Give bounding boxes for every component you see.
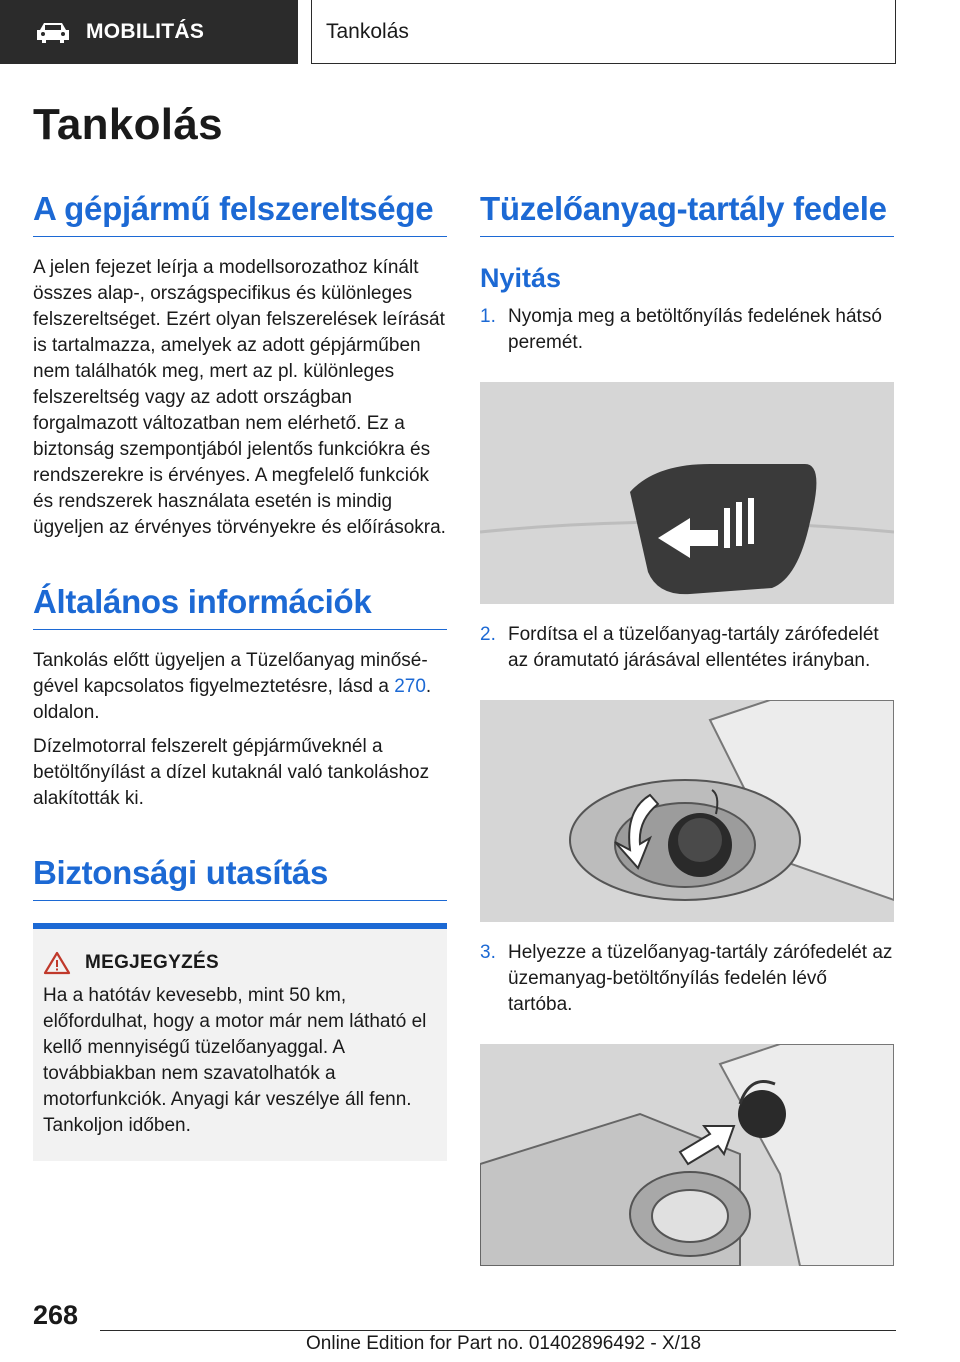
- opening-subheading: Nyitás: [480, 263, 562, 293]
- step-2: 2. Fordítsa el a tüzelőanyag-tartály zárófedelét az óramutató járásával ellentétes irányban.: [480, 624, 879, 671]
- safety-heading: Biztonsági utasítás: [33, 854, 447, 901]
- section-label: MOBILITÁS: [86, 20, 205, 43]
- fuel-flap-illustration: [480, 382, 894, 604]
- left-column: [33, 190, 447, 1161]
- car-icon: [36, 21, 70, 43]
- warning-label: MEGJEGYZÉS: [85, 952, 219, 973]
- step-1: 1. Nyomja meg a betöltőnyílás fedelének hátsó peremét.: [480, 306, 882, 353]
- footer-rule: [100, 1330, 896, 1331]
- step-3: 3. Helyezze a tüzelőanyag-tartály zárófedelét az üzemanyag-betöltőnyílás fedelén lévő tartóba.: [480, 942, 893, 1015]
- warning-triangle-icon: [43, 951, 71, 975]
- general-text-1: Tankolás előtt ügyeljen a Tüzelőanyag minőségével kapcsolatos figyelmeztetésre, lásd a 270. oldalon.: [33, 650, 432, 723]
- chapter-label: Tankolás: [326, 19, 409, 43]
- section-tab[interactable]: [0, 0, 298, 64]
- right-column: [480, 190, 894, 1284]
- page-number: 268: [33, 1300, 79, 1330]
- fuel-cap-heading: Tüzelőanyag-tartály fedele: [480, 190, 894, 237]
- page-title: Tankolás: [33, 100, 223, 149]
- equipment-heading: A gépjármű felszereltsége: [33, 190, 447, 237]
- warning-box: [33, 923, 447, 1161]
- footer-edition: Online Edition for Part no. 01402896492 - X/18: [306, 1333, 702, 1354]
- cap-holder-illustration: [480, 1044, 894, 1266]
- general-text-2: Dízelmotorral felszerelt gépjárműveknél a betöltőnyílást a dízel kutaknál való tankoláshoz alakították ki.: [33, 736, 430, 809]
- equipment-text: A jelen fejezet leírja a modellsorozathoz kínált összes alap-, országspecifikus és különleges felszereltséget. Ezért olyan felszerelések leírását is tartalmazza, amelyek az adott gépjárműben nem találhatók meg, mert az pl. különleges felszereltség vagy az adott országban forgalmazott változatban nem elérhető. Ez a biztonság szempontjából jelentős funkciókra és rendszerekre is érvényes. A megfelelő funkciók és rendszerek használata esetén is mindig ügyeljen az érvényes törvényekre és előírásokra.: [33, 257, 446, 538]
- warning-header: [43, 951, 433, 975]
- page-link[interactable]: 270: [394, 676, 426, 697]
- warning-text: Ha a hatótáv kevesebb, mint 50 km, előfordulhat, hogy a motor már nem látható el kellő mennyiségű tüzelőanyaggal. A továbbiakban nem szavatolhatók a motorfunkciók. Anyagi kár veszélye áll fenn. Tankoljon időben.: [43, 985, 427, 1136]
- chapter-header: [311, 0, 896, 64]
- cap-turn-illustration: [480, 700, 894, 922]
- general-heading: Általános információk: [33, 583, 447, 630]
